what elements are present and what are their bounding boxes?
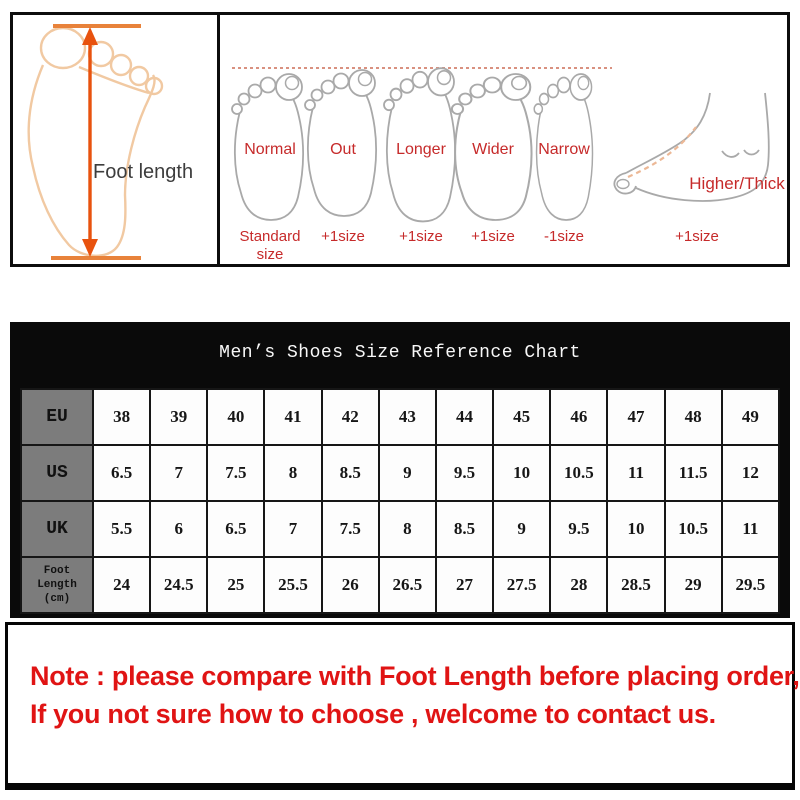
size-cell: 7 [264,501,321,557]
size-cell: 29 [665,557,722,613]
fit-label-longer: Longer [396,141,446,158]
size-chart-row [21,445,779,501]
size-chart-row [21,557,779,613]
instep-dashed-line [628,127,696,177]
size-cell: 26 [322,557,379,613]
foot-sole-measure-icon [13,15,217,264]
size-cell: 6 [150,501,207,557]
size-cell: 29.5 [722,557,779,613]
fit-guide-panel [220,12,790,267]
size-cell: 26.5 [379,557,436,613]
fit-label-higher-thick: Higher/Thick [689,174,785,193]
size-cell: 8.5 [322,445,379,501]
fit-size-normal: Standard size [239,228,301,263]
note-line-1: Note : please compare with Foot Length before placing order, [30,661,800,691]
size-cell: 10 [607,501,664,557]
size-cell: 9 [493,501,550,557]
row-header-us: US [21,445,93,501]
fit-label-out: Out [330,141,356,158]
size-cell: 28 [550,557,607,613]
size-cell: 10 [493,445,550,501]
fit-size-narrow: -1size [543,228,584,245]
fit-label-normal: Normal [244,141,296,158]
size-cell: 6.5 [207,501,264,557]
fit-size-longer: +1size [399,228,443,245]
note-box [5,622,800,790]
size-cell: 47 [607,389,664,445]
size-cell: 8.5 [436,501,493,557]
size-cell: 7.5 [207,445,264,501]
size-cell: 11.5 [665,445,722,501]
size-cell: 8 [264,445,321,501]
size-cell: 49 [722,389,779,445]
row-header-uk: UK [21,501,93,557]
size-cell: 28.5 [607,557,664,613]
size-cell: 24 [93,557,150,613]
size-cell: 25.5 [264,557,321,613]
size-cell: 41 [264,389,321,445]
fit-label-narrow: Narrow [538,141,590,158]
size-cell: 38 [93,389,150,445]
fit-guide-feet-illustration [220,15,784,264]
size-cell: 42 [322,389,379,445]
size-cell: 11 [722,501,779,557]
row-header-eu: EU [21,389,93,445]
fit-size-out: +1size [321,228,365,245]
foot-length-arrow-icon [51,26,141,258]
fit-size-higher-thick: +1size [675,228,719,245]
note-line-2: If you not sure how to choose , welcome to contact us. [30,699,716,729]
size-cell: 25 [207,557,264,613]
size-cell: 27 [436,557,493,613]
row-header-foot-length-cm: Foot Length (cm) [21,557,93,613]
size-cell: 9.5 [436,445,493,501]
size-cell: 5.5 [93,501,150,557]
size-cell: 46 [550,389,607,445]
size-cell: 40 [207,389,264,445]
size-cell: 27.5 [493,557,550,613]
size-cell: 12 [722,445,779,501]
fit-size-wider: +1size [471,228,515,245]
size-cell: 8 [379,501,436,557]
size-cell: 10.5 [550,445,607,501]
size-cell: 39 [150,389,207,445]
size-chart-section [10,322,790,618]
size-cell: 24.5 [150,557,207,613]
size-cell: 9 [379,445,436,501]
size-cell: 7.5 [322,501,379,557]
size-cell: 6.5 [93,445,150,501]
size-cell: 7 [150,445,207,501]
fit-label-wider: Wider [472,141,514,158]
foot-length-label: Foot length [93,161,194,183]
size-cell: 10.5 [665,501,722,557]
size-chart-title: Men’s Shoes Size Reference Chart [219,343,581,363]
size-cell: 48 [665,389,722,445]
size-cell: 44 [436,389,493,445]
measure-panel [10,12,220,267]
size-chart-row [21,501,779,557]
size-cell: 45 [493,389,550,445]
size-cell: 43 [379,389,436,445]
size-chart-table [20,388,780,614]
size-chart-row [21,389,779,445]
size-cell: 11 [607,445,664,501]
size-cell: 9.5 [550,501,607,557]
